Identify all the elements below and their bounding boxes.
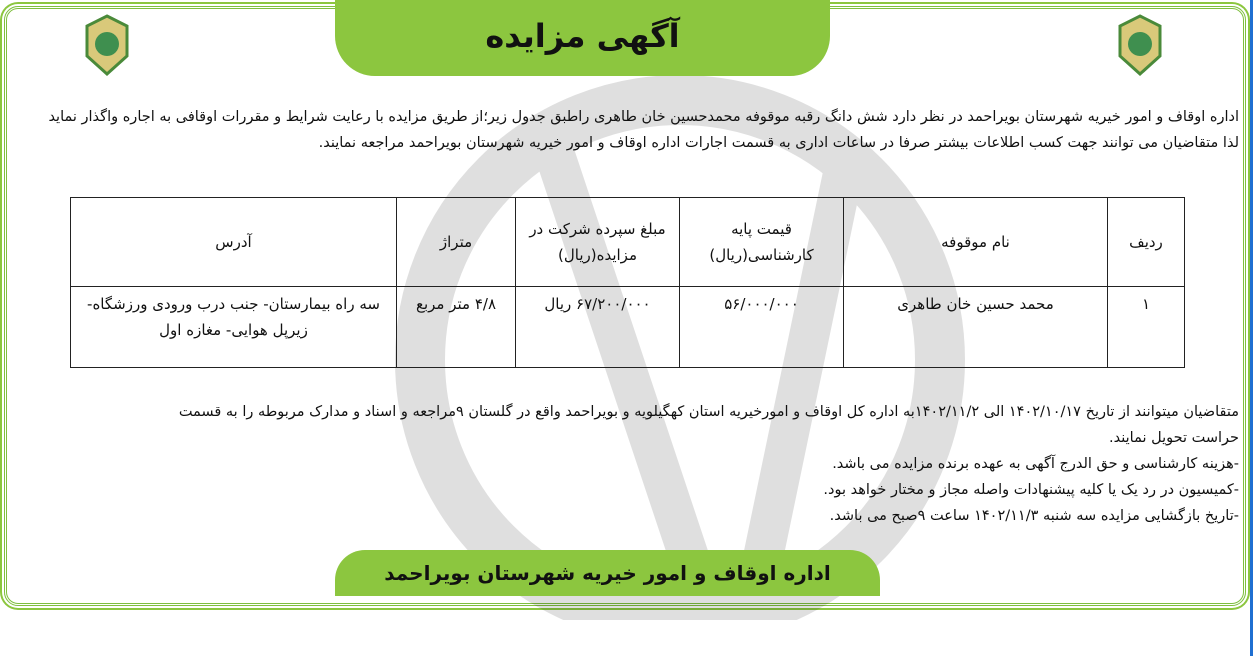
note-line: -تاریخ بازگشایی مزایده سه شنبه ۱۴۰۲/۱۱/۳ ساعت ۹صبح می باشد. — [829, 508, 1239, 524]
note-line: -کمیسیون در رد یک یا کلیه پیشنهادات واصله مجاز و مختار خواهد بود. — [823, 482, 1239, 498]
awqaf-logo-icon — [82, 14, 132, 76]
header-row-number: ردیف — [1108, 198, 1185, 287]
header-base-price: قیمت پایه کارشناسی(ریال) — [680, 198, 844, 287]
footer-banner: اداره اوقاف و امور خیریه شهرستان بویراحمد — [335, 550, 880, 596]
note-line: حراست تحویل نمایند. — [1109, 430, 1239, 446]
auction-table — [70, 197, 1185, 368]
cell-deposit: ۶۷/۲۰۰/۰۰۰ ریال — [516, 287, 680, 368]
header-endowment-name: نام موقوفه — [844, 198, 1108, 287]
table-header-row — [71, 198, 1185, 287]
awqaf-logo-icon — [1115, 14, 1165, 76]
intro-line: لذا متقاضیان می توانند جهت کسب اطلاعات بیشتر صرفا در ساعات اداری به قسمت اجارات اداره اوقاف و امور خیریه شهرستان بویراحمد مراجعه نمایند. — [318, 135, 1239, 151]
intro-line: اداره اوقاف و امور خیریه شهرستان بویراحمد در نظر دارد شش دانگ رقبه موقوفه محمدحسین خان طاهری راطبق جدول زیر؛از طریق مزایده با رعایت شرایط و مقررات اوقافی به اجاره واگذار نماید — [48, 109, 1239, 125]
cell-address: سه راه بیمارستان- جنب درب ورودی ورزشگاه-زیرپل هوایی- مغازه اول — [71, 287, 397, 368]
cell-base-price: ۵۶/۰۰۰/۰۰۰ — [680, 287, 844, 368]
cell-endowment-name: محمد حسین خان طاهری — [844, 287, 1108, 368]
header-address: آدرس — [71, 198, 397, 287]
cell-row-number: ۱ — [1108, 287, 1185, 368]
title-banner: آگهی مزایده — [335, 0, 830, 76]
header-area: متراژ — [397, 198, 516, 287]
table-row — [71, 287, 1185, 368]
note-line: -هزینه کارشناسی و حق الدرج آگهی به عهده برنده مزایده می باشد. — [832, 456, 1239, 472]
header-deposit: مبلغ سپرده شرکت در مزایده(ریال) — [516, 198, 680, 287]
note-line: متقاضیان میتوانند از تاریخ ۱۴۰۲/۱۰/۱۷ الی ۱۴۰۲/۱۱/۲به اداره کل اوقاف و امورخیریه استان کهگیلویه و بویراحمد واقع در گلستان ۹مراجعه و اسناد و مدارک مربوطه را به قسمت — [178, 404, 1239, 420]
cell-area: ۴/۸ متر مربع — [397, 287, 516, 368]
